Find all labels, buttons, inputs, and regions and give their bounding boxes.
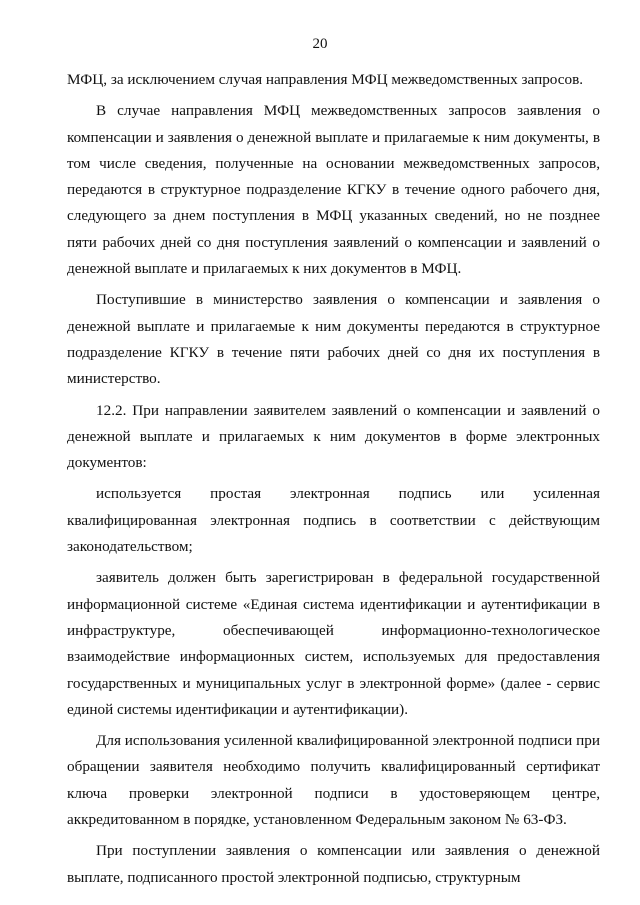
paragraph: При поступлении заявления о компенсации или заявления о денежной выплате, подписанного простой электронной подписью, структурным [67,842,600,886]
paragraph: используется простая электронная подпись или усиленная квалифицированная электронная подпись в соответствии с действующим законодательством; [67,485,600,556]
paragraph: Поступившие в министерство заявления о компенсации и заявления о денежной выплате и прилагаемые к ним документы передаются в структурное подразделение КГКУ в течение пяти рабочих дней со дня их поступления в министерство. [67,291,600,388]
page-number: 20 [312,36,328,52]
document-body [67,67,600,896]
paragraph: МФЦ, за исключением случая направления МФЦ межведомственных запросов. [67,71,584,88]
paragraph: В случае направления МФЦ межведомственных запросов заявления о компенсации и заявления о денежной выплате и прилагаемые к ним документы, в том числе сведения, полученные на основании межведомственных запросов, передаются в структурное подразделение КГКУ в течение одного рабочего дня, следующего за днем поступления в МФЦ указанных сведений, но не позднее пяти рабочих дней со дня поступления заявлений о компенсации и заявлений о денежной выплате и прилагаемых к них документов в МФЦ. [67,102,600,278]
paragraph: заявитель должен быть зарегистрирован в федеральной государственной информационной системе «Единая система идентификации и аутентификации в инфраструктуре, обеспечивающей информационно-технологическое взаимодействие информационных систем, используемых для предоставления государственных и муниципальных услуг в электронной форме» (далее - сервис единой системы идентификации и аутентификации). [67,569,600,718]
paragraph: 12.2. При направлении заявителем заявлений о компенсации и заявлений о денежной выплате и прилагаемых к ним документов в форме электронных документов: [67,401,600,472]
paragraph: Для использования усиленной квалифицированной электронной подписи при обращении заявителя необходимо получить квалифицированный сертификат ключа проверки электронной подписи в удостоверяющем центре, аккредитованном в порядке, установленном Федеральным законом № 63-ФЗ. [67,732,600,829]
